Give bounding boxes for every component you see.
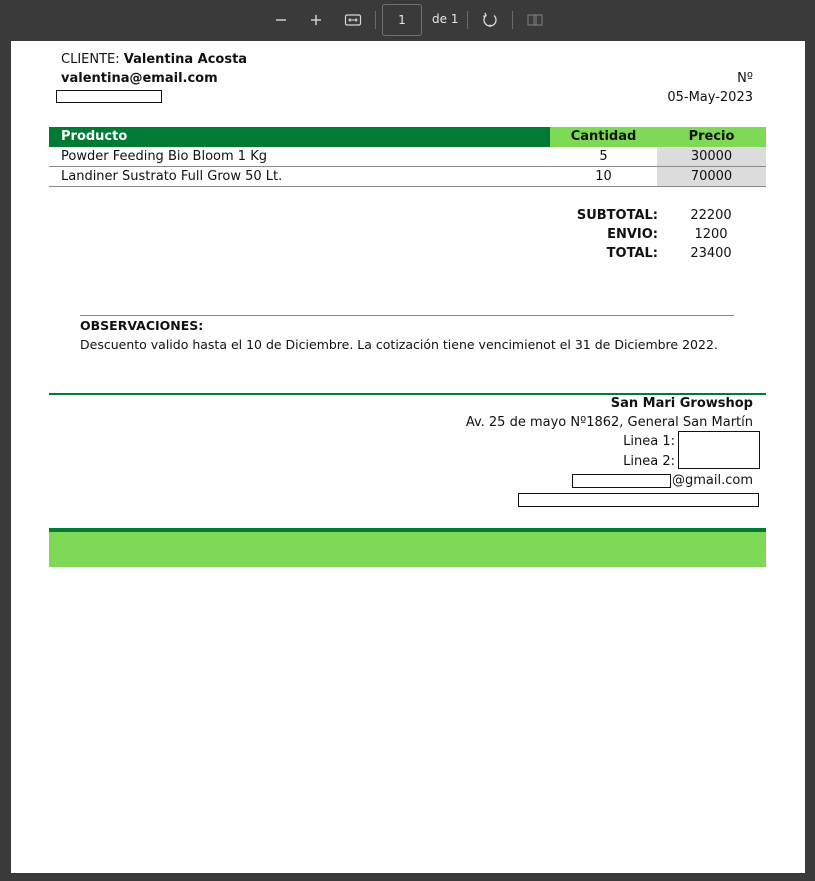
table-row-price: 70000 (690, 169, 733, 184)
column-header-quantity: Cantidad (570, 129, 637, 144)
total-value: 23400 (690, 246, 732, 261)
toolbar-separator (467, 11, 468, 29)
page-number-input[interactable]: 1 (382, 4, 422, 36)
observations-title: OBSERVACIONES: (80, 318, 204, 333)
rotate-icon[interactable] (479, 9, 501, 31)
observations-divider (80, 315, 734, 316)
client-name: Valentina Acosta (123, 52, 248, 67)
toolbar-separator (375, 11, 376, 29)
shop-name: San Mari Growshop (610, 396, 753, 411)
shop-address: Av. 25 de mayo Nº1862, General San Martín (465, 415, 753, 430)
subtotal-label: SUBTOTAL: (576, 208, 658, 223)
footer-band (49, 532, 766, 567)
row-divider (49, 186, 766, 187)
page-total-label: de 1 (432, 12, 459, 26)
invoice-number-label: Nº (737, 71, 753, 86)
table-row-quantity: 5 (599, 149, 608, 164)
observations-text: Descuento valido hasta el 10 de Diciembre. La cotización tiene vencimienot el 31 de Diciembre 2022. (80, 337, 718, 352)
viewer-toolbar (0, 0, 815, 40)
shop-lines-field (678, 431, 760, 469)
client-extra-field (56, 90, 162, 103)
document-page (11, 41, 805, 873)
table-row-quantity: 10 (595, 169, 612, 184)
column-header-price: Precio (688, 129, 735, 144)
client-email: valentina@email.com (61, 71, 218, 86)
zoom-in-icon[interactable] (305, 9, 327, 31)
page-view-icon[interactable] (524, 9, 546, 31)
fit-width-icon[interactable] (342, 9, 364, 31)
table-row-price: 30000 (690, 149, 733, 164)
shipping-label: ENVIO: (607, 227, 658, 242)
zoom-out-icon[interactable] (270, 9, 292, 31)
table-row-product: Landiner Sustrato Full Grow 50 Lt. (61, 169, 283, 184)
shop-line2-label: Linea 2: (623, 454, 675, 469)
footer-divider (49, 393, 766, 395)
subtotal-value: 22200 (690, 208, 732, 223)
shipping-value: 1200 (694, 227, 728, 242)
shop-line1-label: Linea 1: (623, 434, 675, 449)
invoice-date: 05-May-2023 (667, 90, 753, 105)
shop-email-suffix: @gmail.com (672, 473, 754, 488)
column-header-product: Producto (61, 129, 128, 144)
table-row-product: Powder Feeding Bio Bloom 1 Kg (61, 149, 267, 164)
total-label: TOTAL: (606, 246, 658, 261)
toolbar-separator (512, 11, 513, 29)
client-label: CLIENTE: (61, 52, 120, 67)
shop-extra-field (518, 493, 759, 507)
shop-email-user-field (572, 474, 671, 488)
client-line (61, 52, 247, 67)
